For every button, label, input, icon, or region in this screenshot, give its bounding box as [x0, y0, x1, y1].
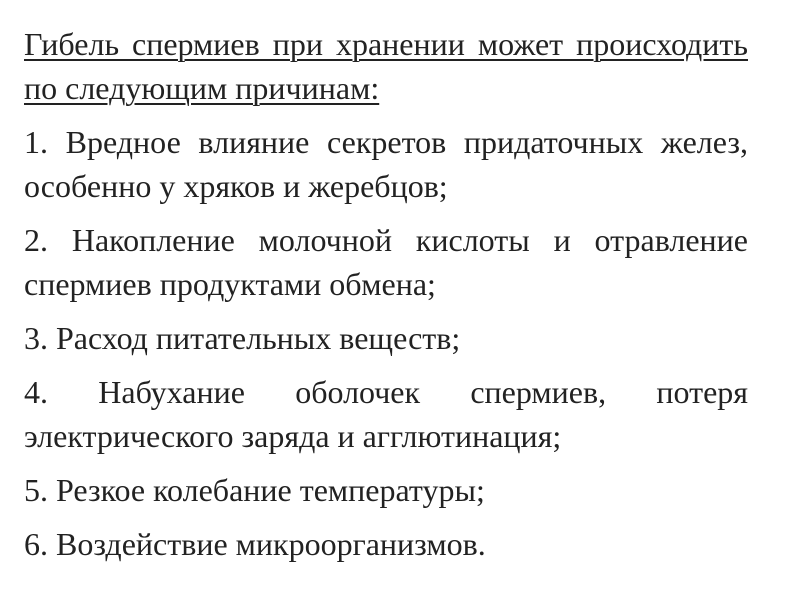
list-item-2: 2. Накопление молочной кислоты и отравление спермиев продуктами обмена;: [24, 222, 748, 302]
slide-heading: Гибель спермиев при хранении может происходить по следующим причинам:: [24, 26, 748, 106]
slide-body: [24, 22, 748, 576]
list-item-5: 5. Резкое колебание температуры;: [24, 472, 485, 508]
list-item-6: 6. Воздействие микроорганизмов.: [24, 526, 486, 562]
list-item-1: 1. Вредное влияние секретов придаточных желез, особенно у хряков и жеребцов;: [24, 124, 748, 204]
list-item-3: 3. Расход питательных веществ;: [24, 320, 461, 356]
list-item-4: 4. Набухание оболочек спермиев, потеря электрического заряда и агглютинация;: [24, 374, 748, 454]
